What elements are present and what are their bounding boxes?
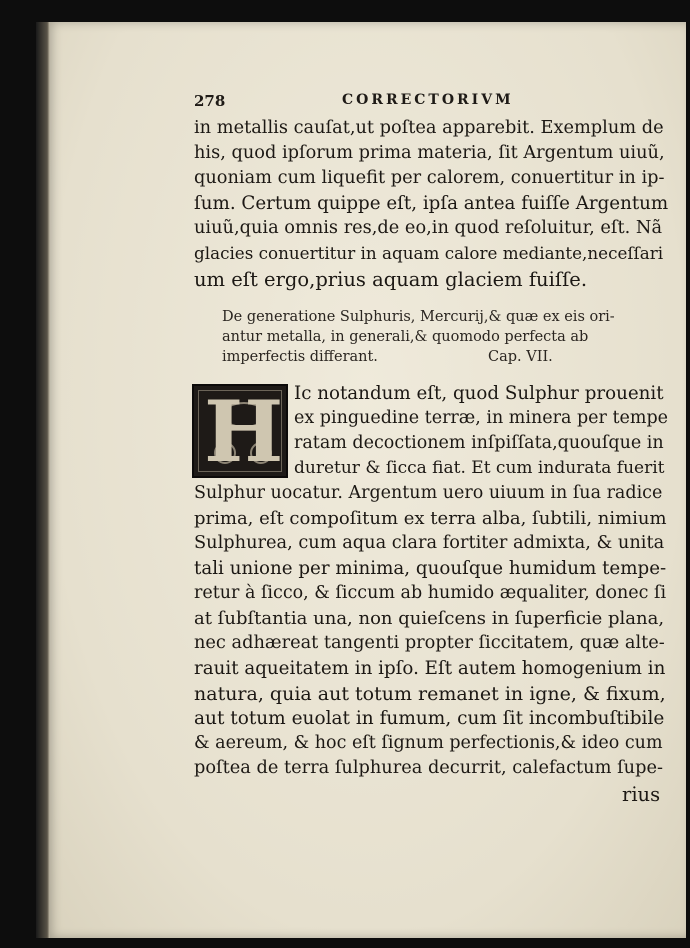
- text-line: poſtea de terra ſulphurea decurrit, calefactum ſupe-: [194, 758, 663, 778]
- decorated-initial: [192, 382, 288, 481]
- text-line: nec adhæreat tangenti propter ſiccitatem, quæ alte-: [194, 633, 665, 653]
- running-title: CORRECTORIVM: [342, 92, 514, 108]
- text-line: ratam decoctionem inſpiſſata,quouſque in: [294, 433, 664, 453]
- page-header: [194, 92, 660, 112]
- text-line: ex pinguedine terræ, in minera per tempe: [294, 408, 669, 428]
- catchword: rius: [622, 783, 661, 806]
- text-line: prima, eſt compoſitum ex terra alba, ſubtili, nimium: [194, 508, 667, 529]
- text-line: duretur & ſicca fiat. Et cum indurata fuerit: [294, 458, 665, 478]
- page-gutter: [36, 22, 50, 938]
- chapter-heading-line: antur metalla, in generali,& quomodo perfecta ab: [222, 329, 589, 345]
- initial-letter: H: [204, 382, 284, 481]
- text-line: & aereum, & hoc eſt ſignum perfectionis,& ideo cum: [194, 733, 663, 753]
- text-line: glacies conuertitur in aquam calore mediante,neceſſari: [194, 243, 664, 263]
- chapter-heading-line: imperfectis differant.: [222, 349, 378, 365]
- chapter-heading-line: De generatione Sulphuris, Mercurij,& quæ ex eis ori-: [222, 309, 615, 325]
- text-line: Sulphur uocatur. Argentum uero uiuum in ſua radice: [194, 483, 663, 503]
- text-line: in metallis cauſat,ut poſtea apparebit. Exemplum de: [194, 118, 664, 138]
- text-line: at ſubſtantia una, non quieſcens in ſuperficie plana,: [194, 608, 665, 629]
- text-line: aut totum euolat in fumum, cum ſit incombuſtibile: [194, 708, 665, 729]
- text-line: tali unione per minima, quouſque humidum tempe-: [194, 558, 667, 579]
- text-line: natura, quia aut totum remanet in igne, & fixum,: [194, 683, 666, 705]
- text-line: retur à ſicco, & ſiccum ab humido æqualiter, donec ſi: [194, 583, 667, 603]
- text-line: ſum. Certum quippe eſt, ipſa antea fuiſſe Argentum: [194, 193, 669, 214]
- text-line: Sulphurea, cum aqua clara fortiter admixta, & unita: [194, 533, 665, 553]
- text-line: his, quod ipſorum prima materia, ſit Argentum uiuũ,: [194, 143, 665, 163]
- text-line: uiuũ,quia omnis res,de eo,in quod reſoluitur, eſt. Nã: [194, 218, 663, 238]
- page-number: 278: [194, 92, 226, 110]
- text-line: quoniam cum liquefit per calorem, conuertitur in ip-: [194, 168, 665, 188]
- chapter-label: Cap. VII.: [488, 349, 553, 365]
- text-line: um eſt ergo,prius aquam glaciem fuiſſe.: [194, 268, 588, 291]
- text-line: rauit aqueitatem in ipſo. Eſt autem homogenium in: [194, 658, 666, 679]
- text-line: Ic notandum eſt, quod Sulphur prouenit: [294, 383, 664, 404]
